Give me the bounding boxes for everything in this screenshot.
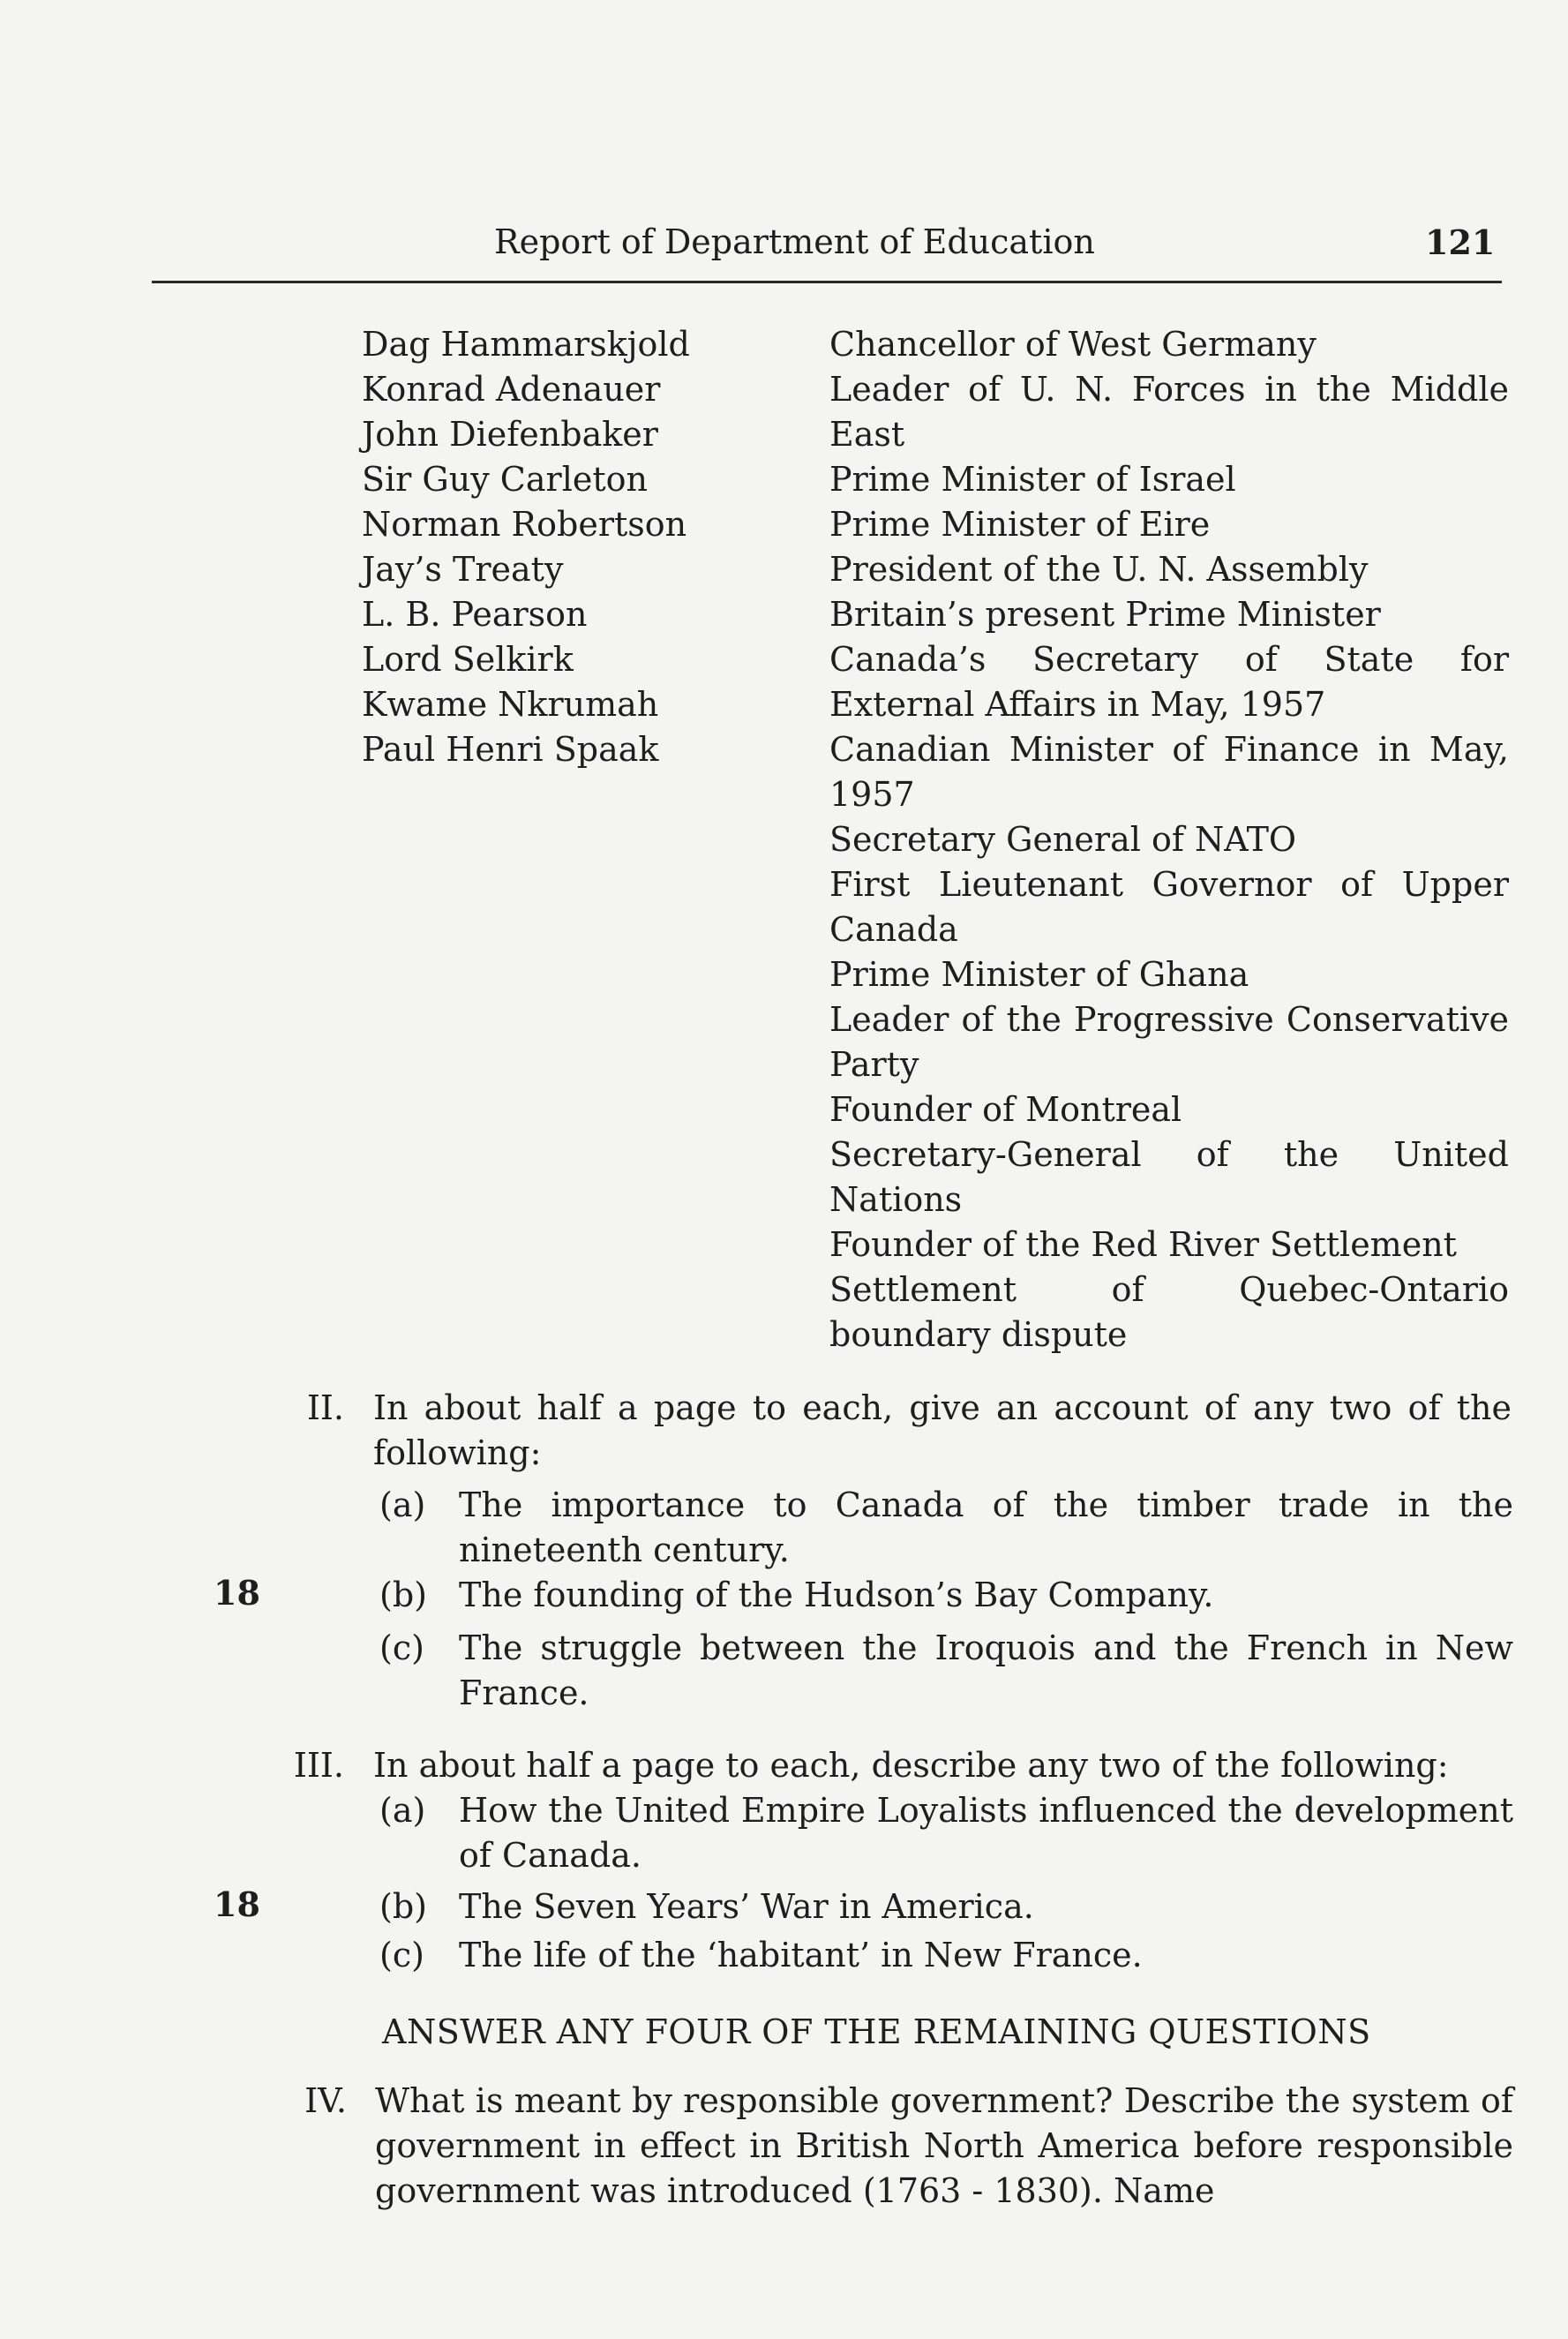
- question-text: What is meant by responsible government? Describe the system of government in effect in British North America before responsible government was introduced (1763 - 1830). Name: [375, 2081, 1513, 2210]
- description-item: Prime Minister of Eire: [829, 505, 1211, 544]
- option-label: (c): [379, 1936, 424, 1974]
- question-number: II.: [306, 1388, 344, 1427]
- name-item: Lord Selkirk: [362, 640, 574, 679]
- name-item: Norman Robertson: [362, 505, 687, 544]
- name-item: Paul Henri Spaak: [362, 730, 659, 769]
- marks-value: 18: [214, 1573, 260, 1613]
- option-label: (a): [379, 1485, 426, 1524]
- description-item: Prime Minister of Israel: [829, 460, 1236, 499]
- description-item: Canadian Minister of Finance in May, 1957: [829, 730, 1509, 814]
- description-item: President of the U. N. Assembly: [829, 550, 1369, 589]
- description-item: Founder of the Red River Settlement: [829, 1225, 1457, 1264]
- description-item: Chancellor of West Germany: [829, 325, 1317, 364]
- matching-names-column: [362, 322, 768, 772]
- description-item: First Lieutenant Governor of Upper Canada: [829, 865, 1509, 949]
- option-text: The struggle between the Iroquois and the French in New France.: [459, 1628, 1513, 1712]
- description-item: Leader of the Progressive Conservative Party: [829, 1000, 1509, 1084]
- option-label: (b): [379, 1887, 427, 1926]
- option-text: How the United Empire Loyalists influenced the development of Canada.: [459, 1791, 1513, 1875]
- question-number: IV.: [304, 2081, 347, 2120]
- option-label: (b): [379, 1576, 427, 1614]
- name-item: L. B. Pearson: [362, 595, 588, 634]
- description-item: Settlement of Quebec-Ontario boundary dispute: [829, 1270, 1509, 1354]
- name-item: Konrad Adenauer: [362, 370, 661, 409]
- question-text: In about half a page to each, describe any two of the following:: [373, 1746, 1449, 1785]
- description-item: Secretary-General of the United Nations: [829, 1135, 1509, 1219]
- description-item: Secretary General of NATO: [829, 820, 1297, 859]
- question-number: III.: [293, 1746, 344, 1785]
- matching-descriptions-column: [829, 322, 1509, 1358]
- name-item: John Diefenbaker: [362, 415, 658, 454]
- section-instruction: ANSWER ANY FOUR OF THE REMAINING QUESTIONS: [382, 2012, 1371, 2051]
- option-text: The life of the ‘habitant’ in New France.: [459, 1936, 1143, 1974]
- option-label: (a): [379, 1791, 426, 1830]
- description-item: Founder of Montreal: [829, 1090, 1182, 1129]
- description-item: Britain’s present Prime Minister: [829, 595, 1381, 634]
- name-item: Kwame Nkrumah: [362, 685, 659, 724]
- running-header: Report of Department of Education: [494, 222, 1095, 261]
- name-item: Dag Hammarskjold: [362, 325, 690, 364]
- name-item: Jay’s Treaty: [362, 550, 564, 589]
- header-rule: [152, 281, 1502, 283]
- description-item: Prime Minister of Ghana: [829, 955, 1249, 994]
- name-item: Sir Guy Carleton: [362, 460, 648, 499]
- page-number: 121: [1425, 222, 1496, 262]
- option-text: The founding of the Hudson’s Bay Company.: [459, 1576, 1214, 1614]
- description-item: Leader of U. N. Forces in the Middle East: [829, 370, 1509, 454]
- option-label: (c): [379, 1628, 424, 1667]
- description-item: Canada’s Secretary of State for External Affairs in May, 1957: [829, 640, 1509, 724]
- option-text: The importance to Canada of the timber trade in the nineteenth century.: [459, 1485, 1513, 1569]
- option-text: The Seven Years’ War in America.: [459, 1887, 1034, 1926]
- question-text: In about half a page to each, give an account of any two of the following:: [373, 1388, 1512, 1472]
- marks-value: 18: [214, 1884, 260, 1924]
